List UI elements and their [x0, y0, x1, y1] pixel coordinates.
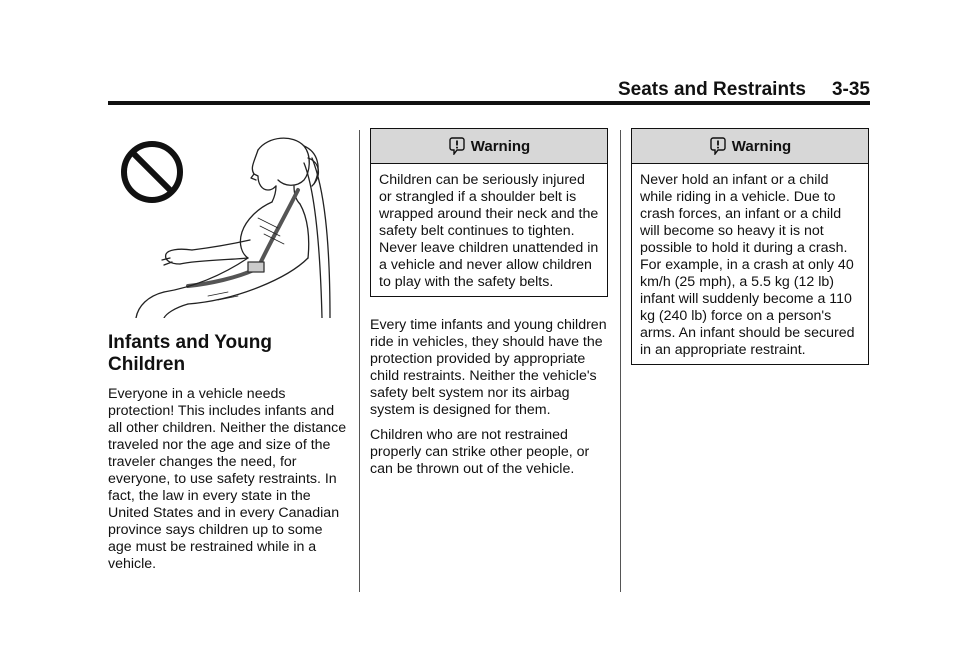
warning-header: [632, 129, 868, 164]
illustration: [108, 128, 348, 318]
warning-box-2: [631, 128, 869, 365]
warning-symbol-icon: [448, 137, 466, 155]
seated-person-figure: [136, 138, 330, 318]
paragraph-child-restraints: Every time infants and young children ride in vehicles, they should have the protection provided by appropriate child restraints. Neither the vehicle's safety belt system nor its airbag system is designed for them.: [370, 317, 607, 418]
column-2: [370, 128, 608, 478]
warning-symbol-icon: [709, 137, 727, 155]
warning-text: Never hold an infant or a child while riding in a vehicle. Due to crash forces, an infant or a child will become so heavy it is not possible to hold it during a crash. For example, in a crash at only 40 km/h (25 mph), a 5.5 kg (12 lb) infant will suddenly become a 110 kg (240 lb) force on a person's arms. An infant should be secured in an appropriate restraint.: [640, 172, 855, 358]
section-heading: Infants and Young Children: [108, 332, 272, 375]
intro-paragraph: Everyone in a vehicle needs protection! This includes infants and all other children. Neither the distance traveled nor the age and size of the traveler changes the need, for everyone, to use safety restraints. In fact, the law in every state in the United States and in every Canadian province says children up to some age must be restrained while in a vehicle.: [108, 386, 347, 572]
warning-box-1: [370, 128, 608, 297]
paragraph-unrestrained-children: Children who are not restrained properly can strike other people, or can be thrown out of the vehicle.: [370, 427, 590, 477]
column-divider-1: [359, 130, 360, 592]
no-prohibition-symbol-icon: [124, 144, 180, 200]
warning-title: Warning: [470, 137, 531, 155]
warning-header: [371, 129, 607, 164]
column-3: [631, 128, 869, 365]
warning-title: Warning: [731, 137, 792, 155]
header-rule: [108, 101, 870, 105]
warning-text: Children can be seriously injured or strangled if a shoulder belt is wrapped around their neck and the safety belt continues to tighten. Never leave children unattended in a vehicle and never allow children to play with the safety belts.: [379, 172, 599, 290]
column-1: [108, 128, 348, 573]
section-title: Seats and Restraints: [618, 79, 806, 100]
column-divider-2: [620, 130, 621, 592]
page-header: [108, 80, 870, 100]
page-number: 3-35: [831, 79, 870, 100]
